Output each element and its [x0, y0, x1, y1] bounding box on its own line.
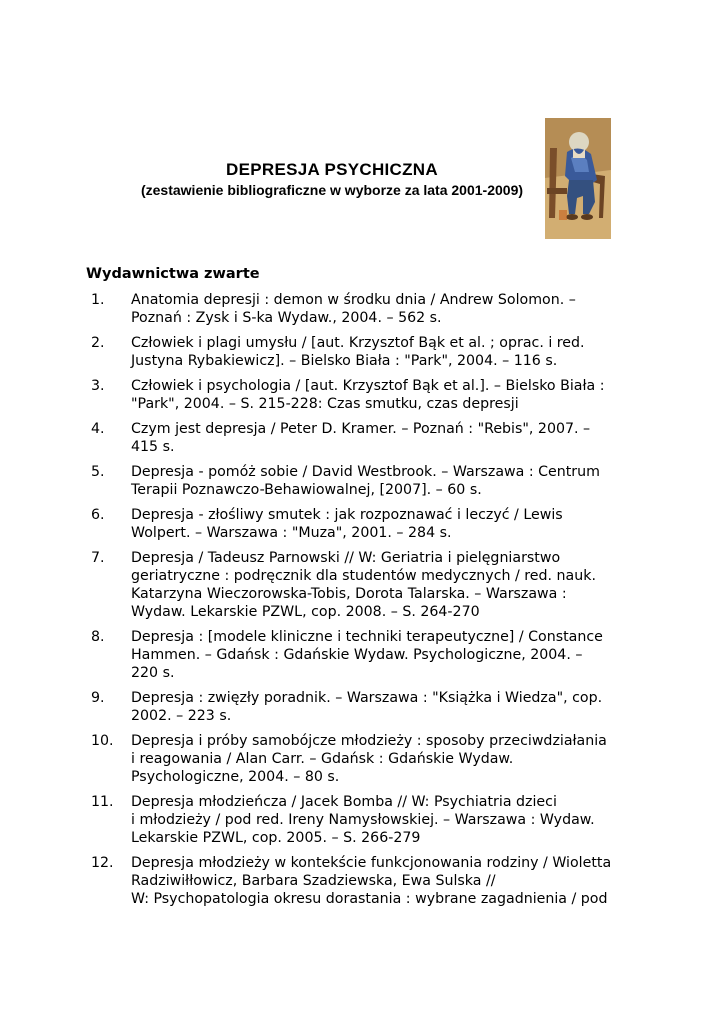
- item-entry: [131, 854, 636, 908]
- entry-line: Depresja i próby samobójcze młodzieży : sposoby przeciwdziałania: [131, 733, 607, 749]
- item-number: 10.: [91, 733, 114, 749]
- list-item: [91, 420, 636, 456]
- entry-line: Człowiek i plagi umysłu / [aut. Krzysztof Bąk et al. ; oprac. i red.: [131, 335, 585, 351]
- list-item: [91, 793, 636, 847]
- section-heading: Wydawnictwa zwarte: [86, 266, 260, 282]
- item-number: 3.: [91, 378, 105, 394]
- entry-line: Radziwiłłowicz, Barbara Szadziewska, Ewa Sulska //: [131, 873, 496, 889]
- entry-line: geriatryczne : podręcznik dla studentów medycznych / red. nauk.: [131, 568, 596, 584]
- item-number: 12.: [91, 855, 114, 871]
- entry-line: Depresja młodzieży w kontekście funkcjonowania rodziny / Wioletta: [131, 855, 612, 871]
- entry-line: Depresja - pomóż sobie / David Westbrook. – Warszawa : Centrum: [131, 464, 600, 480]
- item-number: 4.: [91, 421, 105, 437]
- item-number: 1.: [91, 292, 105, 308]
- entry-line: 2002. – 223 s.: [131, 708, 232, 724]
- entry-line: i młodzieży / pod red. Ireny Namysłowskiej. – Warszawa : Wydaw.: [131, 812, 595, 828]
- list-item: [91, 463, 636, 499]
- entry-line: Czym jest depresja / Peter D. Kramer. – Poznań : "Rebis", 2007. –: [131, 421, 591, 437]
- entry-line: Terapii Poznawczo-Behawiowalnej, [2007]. – 60 s.: [131, 482, 482, 498]
- item-entry: [131, 291, 636, 327]
- list-item: [91, 334, 636, 370]
- list-item: [91, 549, 636, 621]
- entry-line: 220 s.: [131, 665, 175, 681]
- item-entry: [131, 420, 636, 456]
- entry-line: W: Psychopatologia okresu dorastania : wybrane zagadnienia / pod: [131, 891, 608, 907]
- title-block: [60, 160, 604, 198]
- entry-line: Człowiek i psychologia / [aut. Krzysztof Bąk et al.]. – Bielsko Biała :: [131, 378, 605, 394]
- item-entry: [131, 689, 636, 725]
- list-item: [91, 689, 636, 725]
- bibliography-list: [91, 291, 636, 915]
- list-item: [91, 732, 636, 786]
- item-entry: [131, 377, 636, 413]
- entry-line: "Park", 2004. – S. 215-228: Czas smutku, czas depresji: [131, 396, 519, 412]
- entry-line: Hammen. – Gdańsk : Gdańskie Wydaw. Psychologiczne, 2004. –: [131, 647, 583, 663]
- list-item: [91, 291, 636, 327]
- item-entry: [131, 793, 636, 847]
- item-entry: [131, 628, 636, 682]
- entry-line: Depresja młodzieńcza / Jacek Bomba // W: Psychiatria dzieci: [131, 794, 557, 810]
- entry-line: Depresja / Tadeusz Parnowski // W: Geriatria i pielęgniarstwo: [131, 550, 561, 566]
- list-item: [91, 377, 636, 413]
- painting-icon: [545, 118, 611, 239]
- item-entry: [131, 732, 636, 786]
- list-item: [91, 854, 636, 908]
- entry-line: i reagowania / Alan Carr. – Gdańsk : Gdańskie Wydaw.: [131, 751, 514, 767]
- entry-line: Depresja - złośliwy smutek : jak rozpoznawać i leczyć / Lewis: [131, 507, 563, 523]
- entry-line: Justyna Rybakiewicz]. – Bielsko Biała : "Park", 2004. – 116 s.: [131, 353, 558, 369]
- item-number: 2.: [91, 335, 105, 351]
- entry-line: Wydaw. Lekarskie PZWL, cop. 2008. – S. 264-270: [131, 604, 480, 620]
- document-subtitle: (zestawienie bibliograficzne w wyborze za lata 2001-2009): [140, 182, 524, 198]
- list-item: [91, 506, 636, 542]
- item-number: 7.: [91, 550, 105, 566]
- item-entry: [131, 334, 636, 370]
- entry-line: Lekarskie PZWL, cop. 2005. – S. 266-279: [131, 830, 421, 846]
- document-title: DEPRESJA PSYCHICZNA: [226, 160, 438, 179]
- item-entry: [131, 549, 636, 621]
- item-number: 11.: [91, 794, 114, 810]
- entry-line: Wolpert. – Warszawa : "Muza", 2001. – 284 s.: [131, 525, 452, 541]
- item-number: 8.: [91, 629, 105, 645]
- entry-line: Depresja : [modele kliniczne i techniki terapeutyczne] / Constance: [131, 629, 603, 645]
- item-entry: [131, 463, 636, 499]
- entry-line: Psychologiczne, 2004. – 80 s.: [131, 769, 340, 785]
- entry-line: Katarzyna Wieczorowska-Tobis, Dorota Talarska. – Warszawa :: [131, 586, 567, 602]
- item-number: 9.: [91, 690, 105, 706]
- entry-line: Poznań : Zysk i S-ka Wydaw., 2004. – 562 s.: [131, 310, 442, 326]
- entry-line: Anatomia depresji : demon w środku dnia / Andrew Solomon. –: [131, 292, 576, 308]
- item-number: 6.: [91, 507, 105, 523]
- list-item: [91, 628, 636, 682]
- item-number: 5.: [91, 464, 105, 480]
- entry-line: Depresja : zwięzły poradnik. – Warszawa : "Książka i Wiedza", cop.: [131, 690, 603, 706]
- entry-line: 415 s.: [131, 439, 175, 455]
- item-entry: [131, 506, 636, 542]
